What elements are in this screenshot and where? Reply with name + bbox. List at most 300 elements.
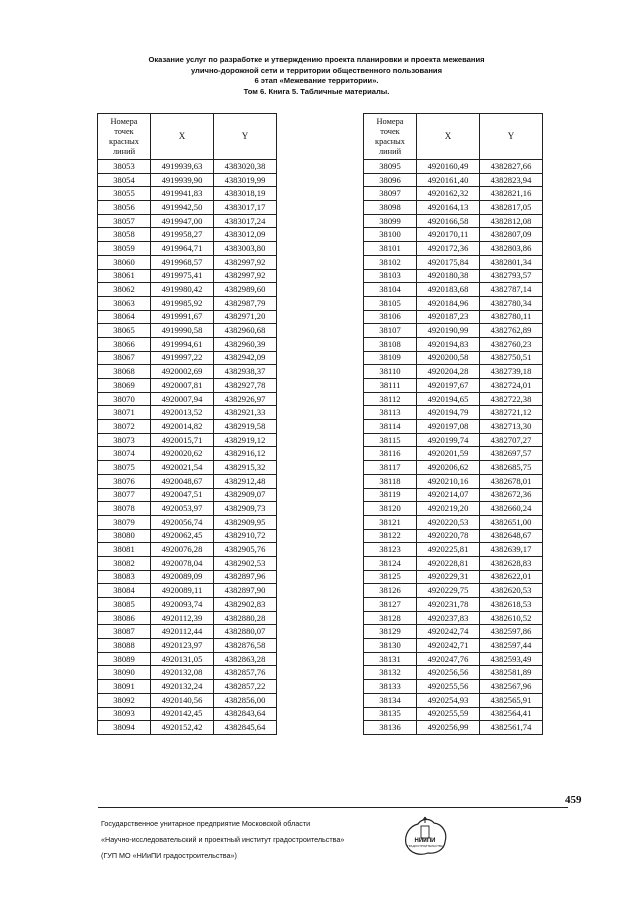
y-coordinate-cell: 4382912,48 xyxy=(214,474,277,488)
y-coordinate-cell: 4382902,83 xyxy=(214,598,277,612)
y-coordinate-cell: 4382565,91 xyxy=(480,693,543,707)
y-coordinate-cell: 4382845,64 xyxy=(214,721,277,735)
y-coordinate-cell: 4382823,94 xyxy=(480,173,543,187)
table-row xyxy=(364,324,543,338)
table-row xyxy=(98,392,277,406)
table-row xyxy=(364,461,543,475)
table-row xyxy=(364,269,543,283)
table-row xyxy=(98,201,277,215)
table-row xyxy=(98,351,277,365)
x-coordinate-cell: 4920247,76 xyxy=(417,652,480,666)
x-coordinate-cell: 4920089,11 xyxy=(151,584,214,598)
x-coordinate-cell: 4919980,42 xyxy=(151,283,214,297)
y-coordinate-cell: 4382697,57 xyxy=(480,447,543,461)
point-number-cell: 38120 xyxy=(364,502,417,516)
point-number-cell: 38100 xyxy=(364,228,417,242)
header-point-number: Номера точек красных линий xyxy=(364,114,417,160)
table-row xyxy=(98,406,277,420)
point-number-cell: 38133 xyxy=(364,680,417,694)
x-coordinate-cell: 4920199,74 xyxy=(417,433,480,447)
x-coordinate-cell: 4920183,68 xyxy=(417,283,480,297)
x-coordinate-cell: 4919997,22 xyxy=(151,351,214,365)
x-coordinate-cell: 4920242,71 xyxy=(417,639,480,653)
y-coordinate-cell: 4382817,05 xyxy=(480,201,543,215)
point-number-cell: 38056 xyxy=(98,201,151,215)
table-row xyxy=(98,666,277,680)
point-number-cell: 38054 xyxy=(98,173,151,187)
table-row xyxy=(364,420,543,434)
y-coordinate-cell: 4382622,01 xyxy=(480,570,543,584)
y-coordinate-cell: 4382801,34 xyxy=(480,255,543,269)
y-coordinate-cell: 4382721,12 xyxy=(480,406,543,420)
header-line-3: 6 этап «Межевание территории». xyxy=(254,76,379,85)
point-number-cell: 38061 xyxy=(98,269,151,283)
point-number-cell: 38076 xyxy=(98,474,151,488)
table-row xyxy=(364,406,543,420)
point-number-cell: 38064 xyxy=(98,310,151,324)
y-coordinate-cell: 4382910,72 xyxy=(214,529,277,543)
table-row xyxy=(364,570,543,584)
y-coordinate-cell: 4382902,53 xyxy=(214,556,277,570)
x-coordinate-cell: 4920184,96 xyxy=(417,296,480,310)
point-number-cell: 38136 xyxy=(364,721,417,735)
point-number-cell: 38103 xyxy=(364,269,417,283)
x-coordinate-cell: 4920180,38 xyxy=(417,269,480,283)
table-row xyxy=(364,447,543,461)
point-number-cell: 38096 xyxy=(364,173,417,187)
header-y: Y xyxy=(480,114,543,160)
point-number-cell: 38131 xyxy=(364,652,417,666)
point-number-cell: 38053 xyxy=(98,160,151,174)
point-number-cell: 38072 xyxy=(98,420,151,434)
point-number-cell: 38078 xyxy=(98,502,151,516)
y-coordinate-cell: 4382724,01 xyxy=(480,379,543,393)
table-row xyxy=(364,502,543,516)
table-row xyxy=(98,488,277,502)
point-number-cell: 38132 xyxy=(364,666,417,680)
table-row xyxy=(364,693,543,707)
point-number-cell: 38115 xyxy=(364,433,417,447)
x-coordinate-cell: 4919958,27 xyxy=(151,228,214,242)
table-row xyxy=(98,584,277,598)
x-coordinate-cell: 4920112,44 xyxy=(151,625,214,639)
y-coordinate-cell: 4382989,60 xyxy=(214,283,277,297)
table-row xyxy=(364,515,543,529)
point-number-cell: 38118 xyxy=(364,474,417,488)
point-number-cell: 38069 xyxy=(98,379,151,393)
x-coordinate-cell: 4920214,07 xyxy=(417,488,480,502)
table-row xyxy=(98,283,277,297)
table-row xyxy=(98,379,277,393)
table-row xyxy=(98,693,277,707)
table-row xyxy=(98,296,277,310)
logo-subtitle: ГРАДОСТРОИТЕЛЬСТВА xyxy=(407,844,443,848)
x-coordinate-cell: 4920237,83 xyxy=(417,611,480,625)
y-coordinate-cell: 4382938,37 xyxy=(214,365,277,379)
table-row xyxy=(98,420,277,434)
y-coordinate-cell: 4382876,58 xyxy=(214,639,277,653)
x-coordinate-cell: 4920161,40 xyxy=(417,173,480,187)
y-coordinate-cell: 4382909,73 xyxy=(214,502,277,516)
y-coordinate-cell: 4382787,14 xyxy=(480,283,543,297)
y-coordinate-cell: 4383017,24 xyxy=(214,214,277,228)
point-number-cell: 38105 xyxy=(364,296,417,310)
y-coordinate-cell: 4383003,80 xyxy=(214,242,277,256)
table-row xyxy=(364,543,543,557)
logo-name: НИиПИ xyxy=(414,838,436,844)
point-number-cell: 38074 xyxy=(98,447,151,461)
x-coordinate-cell: 4920194,83 xyxy=(417,337,480,351)
table-row xyxy=(98,502,277,516)
point-number-cell: 38063 xyxy=(98,296,151,310)
y-coordinate-cell: 4382639,17 xyxy=(480,543,543,557)
x-coordinate-cell: 4920112,39 xyxy=(151,611,214,625)
coordinates-table-left xyxy=(97,113,277,735)
x-coordinate-cell: 4919991,67 xyxy=(151,310,214,324)
x-coordinate-cell: 4920170,11 xyxy=(417,228,480,242)
y-coordinate-cell: 4382610,52 xyxy=(480,611,543,625)
x-coordinate-cell: 4920166,58 xyxy=(417,214,480,228)
x-coordinate-cell: 4920048,67 xyxy=(151,474,214,488)
point-number-cell: 38070 xyxy=(98,392,151,406)
table-row xyxy=(98,187,277,201)
footer-line-2: «Научно-исследовательский и проектный институт градостроительства» xyxy=(101,835,345,844)
x-coordinate-cell: 4920200,58 xyxy=(417,351,480,365)
y-coordinate-cell: 4382760,23 xyxy=(480,337,543,351)
niipi-logo-icon xyxy=(400,814,450,858)
y-coordinate-cell: 4382672,36 xyxy=(480,488,543,502)
table-row xyxy=(364,187,543,201)
y-coordinate-cell: 4382660,24 xyxy=(480,502,543,516)
y-coordinate-cell: 4382863,28 xyxy=(214,652,277,666)
y-coordinate-cell: 4382803,86 xyxy=(480,242,543,256)
table-row xyxy=(364,707,543,721)
table-row xyxy=(98,337,277,351)
point-number-cell: 38122 xyxy=(364,529,417,543)
y-coordinate-cell: 4382909,95 xyxy=(214,515,277,529)
x-coordinate-cell: 4919990,58 xyxy=(151,324,214,338)
point-number-cell: 38124 xyxy=(364,556,417,570)
point-number-cell: 38060 xyxy=(98,255,151,269)
table-row xyxy=(364,721,543,735)
x-coordinate-cell: 4920132,08 xyxy=(151,666,214,680)
point-number-cell: 38086 xyxy=(98,611,151,625)
table-row xyxy=(98,228,277,242)
y-coordinate-cell: 4382897,96 xyxy=(214,570,277,584)
y-coordinate-cell: 4382593,49 xyxy=(480,652,543,666)
header-line-2: улично-дорожной сети и территории общественного пользования xyxy=(190,65,443,75)
point-number-cell: 38134 xyxy=(364,693,417,707)
x-coordinate-cell: 4919942,50 xyxy=(151,201,214,215)
point-number-cell: 38062 xyxy=(98,283,151,297)
table-row xyxy=(98,173,277,187)
y-coordinate-cell: 4382997,92 xyxy=(214,269,277,283)
x-coordinate-cell: 4920197,67 xyxy=(417,379,480,393)
y-coordinate-cell: 4383019,99 xyxy=(214,173,277,187)
table-row xyxy=(98,529,277,543)
footer-line-1: Государственное унитарное предприятие Московской области xyxy=(101,819,311,828)
x-coordinate-cell: 4920187,23 xyxy=(417,310,480,324)
x-coordinate-cell: 4920175,84 xyxy=(417,255,480,269)
point-number-cell: 38071 xyxy=(98,406,151,420)
y-coordinate-cell: 4382827,66 xyxy=(480,160,543,174)
y-coordinate-cell: 4382942,09 xyxy=(214,351,277,365)
x-coordinate-cell: 4920131,05 xyxy=(151,652,214,666)
point-number-cell: 38135 xyxy=(364,707,417,721)
x-coordinate-cell: 4920190,99 xyxy=(417,324,480,338)
y-coordinate-cell: 4382987,79 xyxy=(214,296,277,310)
y-coordinate-cell: 4382857,76 xyxy=(214,666,277,680)
y-coordinate-cell: 4382960,39 xyxy=(214,337,277,351)
y-coordinate-cell: 4382793,57 xyxy=(480,269,543,283)
table-row xyxy=(98,461,277,475)
point-number-cell: 38066 xyxy=(98,337,151,351)
x-coordinate-cell: 4919968,57 xyxy=(151,255,214,269)
table-row xyxy=(98,652,277,666)
point-number-cell: 38093 xyxy=(98,707,151,721)
point-number-cell: 38055 xyxy=(98,187,151,201)
table-row xyxy=(364,337,543,351)
y-coordinate-cell: 4383018,19 xyxy=(214,187,277,201)
y-coordinate-cell: 4382739,18 xyxy=(480,365,543,379)
point-number-cell: 38109 xyxy=(364,351,417,365)
x-coordinate-cell: 4920021,54 xyxy=(151,461,214,475)
point-number-cell: 38081 xyxy=(98,543,151,557)
point-number-cell: 38097 xyxy=(364,187,417,201)
table-row xyxy=(364,433,543,447)
table-row xyxy=(98,160,277,174)
x-coordinate-cell: 4920242,74 xyxy=(417,625,480,639)
point-number-cell: 38107 xyxy=(364,324,417,338)
document-header xyxy=(0,55,633,97)
table-header-row xyxy=(364,114,543,160)
y-coordinate-cell: 4382880,07 xyxy=(214,625,277,639)
point-number-cell: 38123 xyxy=(364,543,417,557)
x-coordinate-cell: 4920002,69 xyxy=(151,365,214,379)
table-row xyxy=(98,639,277,653)
table-row xyxy=(364,652,543,666)
y-coordinate-cell: 4382921,33 xyxy=(214,406,277,420)
point-number-cell: 38106 xyxy=(364,310,417,324)
y-coordinate-cell: 4382620,53 xyxy=(480,584,543,598)
x-coordinate-cell: 4920256,99 xyxy=(417,721,480,735)
y-coordinate-cell: 4382567,96 xyxy=(480,680,543,694)
footer-divider xyxy=(98,807,568,808)
y-coordinate-cell: 4382561,74 xyxy=(480,721,543,735)
y-coordinate-cell: 4382678,01 xyxy=(480,474,543,488)
table-row xyxy=(364,351,543,365)
x-coordinate-cell: 4919941,83 xyxy=(151,187,214,201)
table-row xyxy=(364,488,543,502)
y-coordinate-cell: 4382564,41 xyxy=(480,707,543,721)
table-row xyxy=(364,392,543,406)
y-coordinate-cell: 4382919,12 xyxy=(214,433,277,447)
y-coordinate-cell: 4382707,27 xyxy=(480,433,543,447)
y-coordinate-cell: 4382685,75 xyxy=(480,461,543,475)
table-row xyxy=(364,639,543,653)
x-coordinate-cell: 4920164,13 xyxy=(417,201,480,215)
point-number-cell: 38117 xyxy=(364,461,417,475)
point-number-cell: 38073 xyxy=(98,433,151,447)
point-number-cell: 38130 xyxy=(364,639,417,653)
point-number-cell: 38075 xyxy=(98,461,151,475)
x-coordinate-cell: 4920231,78 xyxy=(417,598,480,612)
point-number-cell: 38082 xyxy=(98,556,151,570)
y-coordinate-cell: 4382780,34 xyxy=(480,296,543,310)
point-number-cell: 38085 xyxy=(98,598,151,612)
point-number-cell: 38108 xyxy=(364,337,417,351)
point-number-cell: 38092 xyxy=(98,693,151,707)
x-coordinate-cell: 4920256,56 xyxy=(417,666,480,680)
x-coordinate-cell: 4920152,42 xyxy=(151,721,214,735)
x-coordinate-cell: 4920160,49 xyxy=(417,160,480,174)
page-number: 459 xyxy=(565,794,582,806)
y-coordinate-cell: 4382762,89 xyxy=(480,324,543,338)
y-coordinate-cell: 4382916,12 xyxy=(214,447,277,461)
table-header-row xyxy=(98,114,277,160)
table-row xyxy=(364,666,543,680)
point-number-cell: 38091 xyxy=(98,680,151,694)
y-coordinate-cell: 4382880,28 xyxy=(214,611,277,625)
x-coordinate-cell: 4920007,94 xyxy=(151,392,214,406)
point-number-cell: 38059 xyxy=(98,242,151,256)
table-row xyxy=(364,283,543,297)
point-number-cell: 38067 xyxy=(98,351,151,365)
table-row xyxy=(364,310,543,324)
y-coordinate-cell: 4382919,58 xyxy=(214,420,277,434)
x-coordinate-cell: 4920007,81 xyxy=(151,379,214,393)
x-coordinate-cell: 4920047,51 xyxy=(151,488,214,502)
point-number-cell: 38119 xyxy=(364,488,417,502)
x-coordinate-cell: 4920015,71 xyxy=(151,433,214,447)
table-row xyxy=(364,625,543,639)
table-row xyxy=(364,242,543,256)
point-number-cell: 38128 xyxy=(364,611,417,625)
y-coordinate-cell: 4382909,07 xyxy=(214,488,277,502)
table-row xyxy=(364,365,543,379)
x-coordinate-cell: 4920014,82 xyxy=(151,420,214,434)
x-coordinate-cell: 4920206,62 xyxy=(417,461,480,475)
table-row xyxy=(364,160,543,174)
y-coordinate-cell: 4382651,00 xyxy=(480,515,543,529)
point-number-cell: 38068 xyxy=(98,365,151,379)
point-number-cell: 38087 xyxy=(98,625,151,639)
x-coordinate-cell: 4920210,16 xyxy=(417,474,480,488)
point-number-cell: 38079 xyxy=(98,515,151,529)
y-coordinate-cell: 4382856,00 xyxy=(214,693,277,707)
table-row xyxy=(98,269,277,283)
coordinates-table-right xyxy=(363,113,543,735)
table-row xyxy=(364,214,543,228)
x-coordinate-cell: 4920013,52 xyxy=(151,406,214,420)
point-number-cell: 38058 xyxy=(98,228,151,242)
table-row xyxy=(98,433,277,447)
y-coordinate-cell: 4382812,08 xyxy=(480,214,543,228)
point-number-cell: 38083 xyxy=(98,570,151,584)
x-coordinate-cell: 4920229,75 xyxy=(417,584,480,598)
point-number-cell: 38088 xyxy=(98,639,151,653)
point-number-cell: 38090 xyxy=(98,666,151,680)
y-coordinate-cell: 4383017,17 xyxy=(214,201,277,215)
point-number-cell: 38099 xyxy=(364,214,417,228)
header-x: X xyxy=(151,114,214,160)
point-number-cell: 38084 xyxy=(98,584,151,598)
header-line-4: Том 6. Книга 5. Табличные материалы. xyxy=(243,86,390,96)
point-number-cell: 38095 xyxy=(364,160,417,174)
x-coordinate-cell: 4920255,56 xyxy=(417,680,480,694)
y-coordinate-cell: 4383012,09 xyxy=(214,228,277,242)
y-coordinate-cell: 4382857,22 xyxy=(214,680,277,694)
table-row xyxy=(98,214,277,228)
y-coordinate-cell: 4382821,16 xyxy=(480,187,543,201)
document-footer xyxy=(101,816,344,864)
y-coordinate-cell: 4382971,20 xyxy=(214,310,277,324)
x-coordinate-cell: 4920254,93 xyxy=(417,693,480,707)
x-coordinate-cell: 4919985,92 xyxy=(151,296,214,310)
y-coordinate-cell: 4382581,89 xyxy=(480,666,543,680)
point-number-cell: 38116 xyxy=(364,447,417,461)
x-coordinate-cell: 4920132,24 xyxy=(151,680,214,694)
y-coordinate-cell: 4382648,67 xyxy=(480,529,543,543)
table-row xyxy=(98,611,277,625)
x-coordinate-cell: 4919939,90 xyxy=(151,173,214,187)
y-coordinate-cell: 4382915,32 xyxy=(214,461,277,475)
table-row xyxy=(364,474,543,488)
y-coordinate-cell: 4382597,86 xyxy=(480,625,543,639)
header-line-1: Оказание услуг по разработке и утверждению проекта планировки и проекта межевания xyxy=(148,55,485,64)
header-point-number: Номера точек красных линий xyxy=(98,114,151,160)
point-number-cell: 38111 xyxy=(364,379,417,393)
point-number-cell: 38065 xyxy=(98,324,151,338)
table-row xyxy=(364,611,543,625)
x-coordinate-cell: 4920142,45 xyxy=(151,707,214,721)
point-number-cell: 38127 xyxy=(364,598,417,612)
point-number-cell: 38101 xyxy=(364,242,417,256)
x-coordinate-cell: 4920225,81 xyxy=(417,543,480,557)
point-number-cell: 38112 xyxy=(364,392,417,406)
y-coordinate-cell: 4382926,97 xyxy=(214,392,277,406)
point-number-cell: 38113 xyxy=(364,406,417,420)
table-row xyxy=(364,584,543,598)
table-row xyxy=(98,570,277,584)
x-coordinate-cell: 4920194,79 xyxy=(417,406,480,420)
x-coordinate-cell: 4920228,81 xyxy=(417,556,480,570)
point-number-cell: 38089 xyxy=(98,652,151,666)
point-number-cell: 38104 xyxy=(364,283,417,297)
x-coordinate-cell: 4920162,32 xyxy=(417,187,480,201)
footer-line-3: (ГУП МО «НИиПИ градостроительства») xyxy=(101,851,237,860)
table-row xyxy=(364,228,543,242)
table-row xyxy=(364,201,543,215)
y-coordinate-cell: 4382750,51 xyxy=(480,351,543,365)
table-row xyxy=(98,556,277,570)
point-number-cell: 38098 xyxy=(364,201,417,215)
y-coordinate-cell: 4382780,11 xyxy=(480,310,543,324)
table-row xyxy=(98,324,277,338)
table-row xyxy=(364,598,543,612)
point-number-cell: 38126 xyxy=(364,584,417,598)
table-row xyxy=(98,447,277,461)
x-coordinate-cell: 4920056,74 xyxy=(151,515,214,529)
y-coordinate-cell: 4382997,92 xyxy=(214,255,277,269)
x-coordinate-cell: 4920255,59 xyxy=(417,707,480,721)
point-number-cell: 38129 xyxy=(364,625,417,639)
table-row xyxy=(98,680,277,694)
x-coordinate-cell: 4920062,45 xyxy=(151,529,214,543)
table-row xyxy=(364,556,543,570)
x-coordinate-cell: 4919975,41 xyxy=(151,269,214,283)
header-y: Y xyxy=(214,114,277,160)
